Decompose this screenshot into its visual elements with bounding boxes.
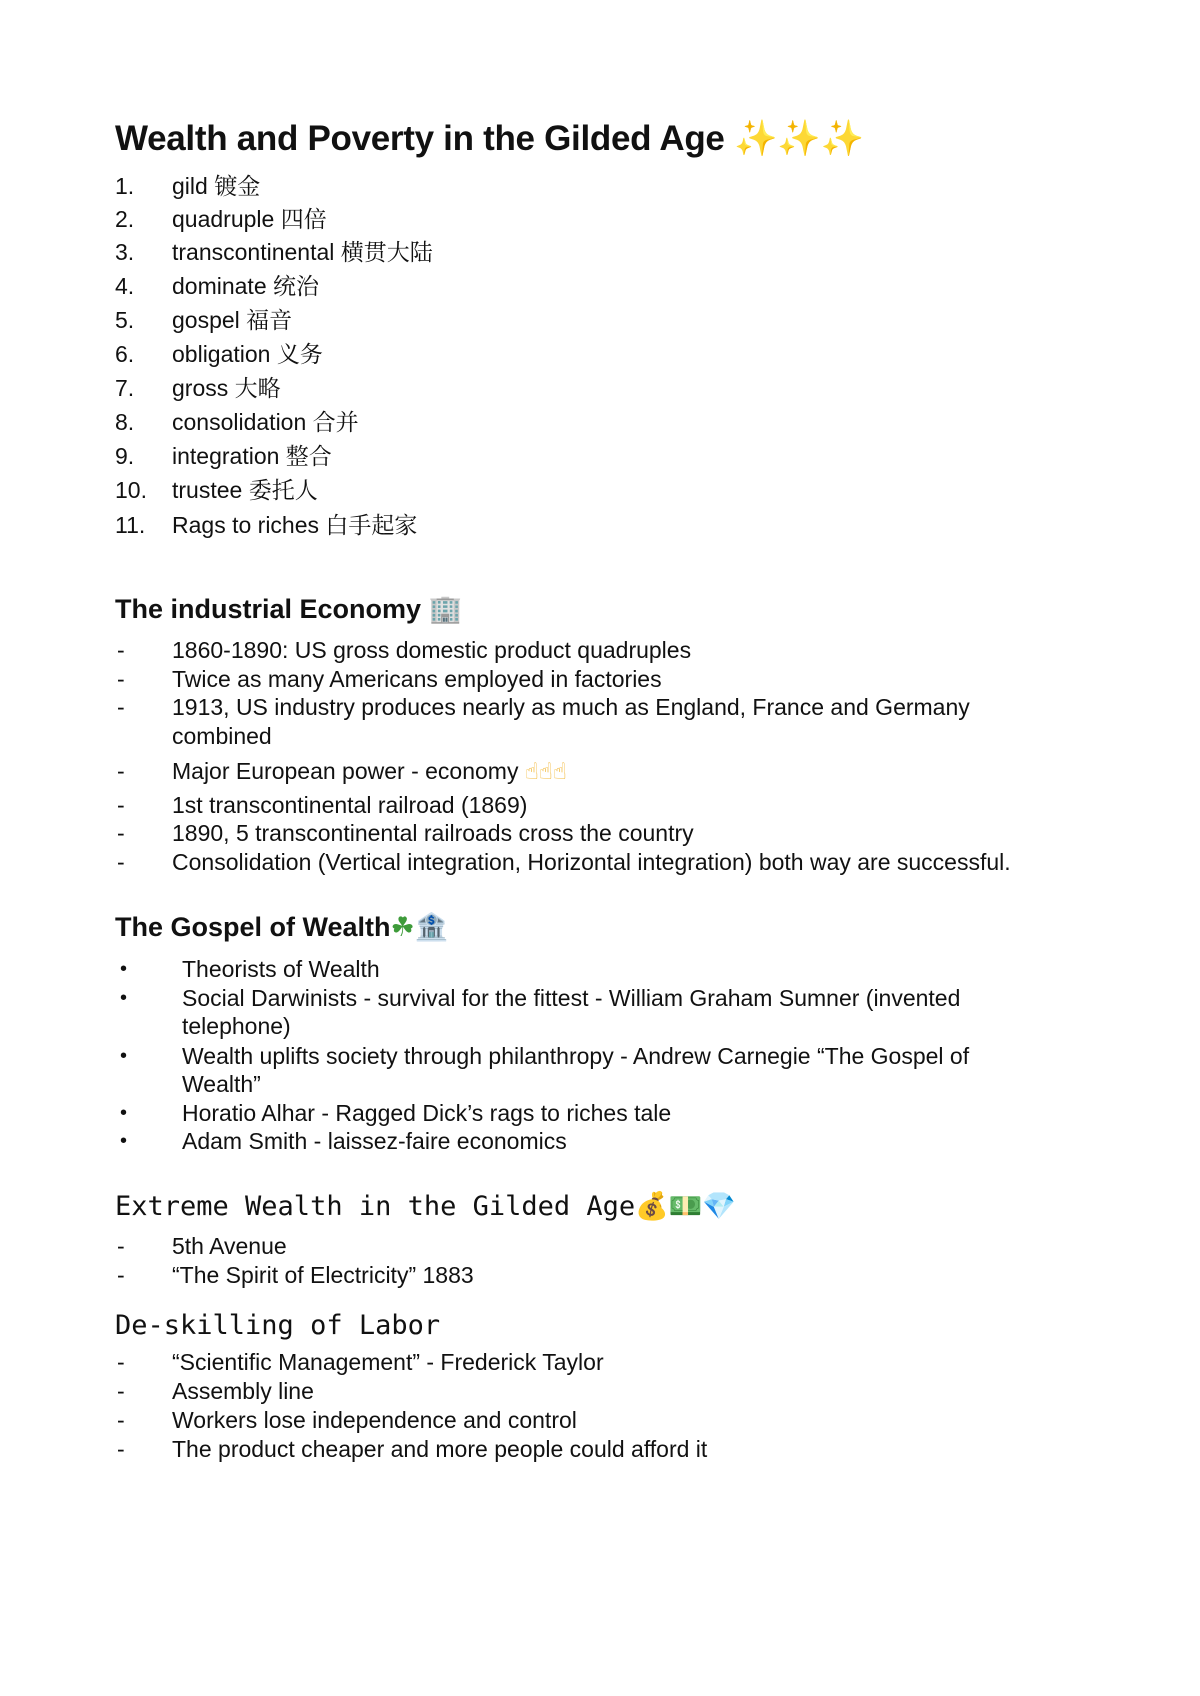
list-text: 1860-1890: US gross domestic product quadruples: [172, 637, 692, 663]
sparkles-icon: ✨✨✨: [734, 119, 864, 159]
list-text: obligation 义务: [172, 341, 323, 367]
section-heading-extreme-wealth: [115, 1190, 736, 1222]
list-text: 5th Avenue: [172, 1233, 287, 1259]
list-text: Twice as many Americans employed in factories: [172, 666, 662, 692]
list-text: The product cheaper and more people could afford it: [172, 1436, 708, 1462]
list-text: Horatio Alhar - Ragged Dick’s rags to riches tale: [182, 1100, 672, 1126]
list-text: trustee 委托人: [172, 477, 318, 503]
list-text: transcontinental 横贯大陆: [172, 239, 433, 265]
dot-bullet: •: [120, 1130, 128, 1152]
section-heading-industrial: [115, 593, 462, 625]
dot-bullet: •: [120, 958, 128, 980]
list-text: Social Darwinists - survival for the fittest - William Graham Sumner (invented: [182, 985, 961, 1011]
list-text: integration 整合: [172, 443, 332, 469]
dollar-bill-icon: 💵: [668, 1191, 703, 1222]
list-number: 6.: [115, 341, 135, 367]
list-text: 1890, 5 transcontinental railroads cross the country: [172, 820, 694, 846]
money-bag-icon: 💰: [635, 1191, 669, 1222]
list-number: 5.: [115, 307, 135, 333]
list-text: Wealth uplifts society through philanthropy - Andrew Carnegie “The Gospel of: [182, 1043, 970, 1069]
list-number: 9.: [115, 443, 135, 469]
list-text: Adam Smith - laissez-faire economics: [182, 1128, 567, 1154]
list-text: Wealth”: [182, 1071, 261, 1097]
list-text: “The Spirit of Electricity” 1883: [172, 1262, 474, 1288]
page-title: [115, 118, 864, 159]
list-number: 10.: [115, 477, 147, 503]
list-text: Workers lose independence and control: [172, 1407, 577, 1433]
dash-bullet: -: [117, 637, 125, 663]
list-text: Assembly line: [172, 1378, 314, 1404]
list-number: 1.: [115, 173, 135, 199]
dash-bullet: -: [117, 1407, 125, 1433]
list-text: “Scientific Management” - Frederick Taylor: [172, 1349, 604, 1375]
list-text: gross 大略: [172, 375, 281, 401]
list-number: 8.: [115, 409, 135, 435]
dash-bullet: -: [117, 1436, 125, 1462]
list-text: 1913, US industry produces nearly as much as England, France and Germany: [172, 694, 970, 720]
bank-icon: 🏦: [414, 912, 449, 943]
list-number: 3.: [115, 239, 135, 265]
section-heading-gospel: [115, 911, 448, 943]
dash-bullet: -: [117, 792, 125, 818]
dash-bullet: -: [117, 1262, 125, 1288]
list-text: 1st transcontinental railroad (1869): [172, 792, 528, 818]
dot-bullet: •: [120, 1102, 128, 1124]
list-text: [172, 757, 567, 786]
list-text: combined: [172, 723, 272, 749]
dash-bullet: -: [117, 820, 125, 846]
list-text: gild 镀金: [172, 173, 261, 199]
list-text: quadruple 四倍: [172, 206, 327, 232]
dash-bullet: -: [117, 694, 125, 720]
dash-bullet: -: [117, 1378, 125, 1404]
section-heading-deskilling: [115, 1310, 440, 1341]
dash-bullet: -: [117, 1233, 125, 1259]
heading-text: De-skilling of Labor: [115, 1310, 441, 1341]
office-building-icon: 🏢: [428, 594, 463, 625]
page-title-text: Wealth and Poverty in the Gilded Age: [115, 119, 725, 158]
list-number: 4.: [115, 273, 135, 299]
list-text: dominate 统治: [172, 273, 320, 299]
dash-bullet: -: [117, 758, 125, 784]
list-number: 7.: [115, 375, 135, 401]
list-number: 2.: [115, 206, 135, 232]
dot-bullet: •: [120, 1045, 128, 1067]
list-text: Consolidation (Vertical integration, Horizontal integration) both way are successful.: [172, 849, 1011, 875]
list-text-main: Major European power - economy: [172, 758, 519, 784]
list-text: telephone): [182, 1013, 291, 1039]
heading-text: The Gospel of Wealth: [115, 912, 391, 942]
heading-text: Extreme Wealth in the Gilded Age: [115, 1191, 636, 1222]
heading-text: The industrial Economy: [115, 594, 422, 624]
dash-bullet: -: [117, 1349, 125, 1375]
list-text: Rags to riches 白手起家: [172, 512, 418, 538]
dash-bullet: -: [117, 666, 125, 692]
list-text: Theorists of Wealth: [182, 956, 380, 982]
pointing-up-icon: ☝☝☝: [524, 759, 567, 785]
list-number: 11.: [115, 512, 146, 538]
list-text: gospel 福音: [172, 307, 293, 333]
list-text: consolidation 合并: [172, 409, 359, 435]
shamrock-icon: ☘: [390, 912, 415, 943]
dot-bullet: •: [120, 987, 128, 1009]
gem-icon: 💎: [702, 1191, 737, 1222]
dash-bullet: -: [117, 849, 125, 875]
